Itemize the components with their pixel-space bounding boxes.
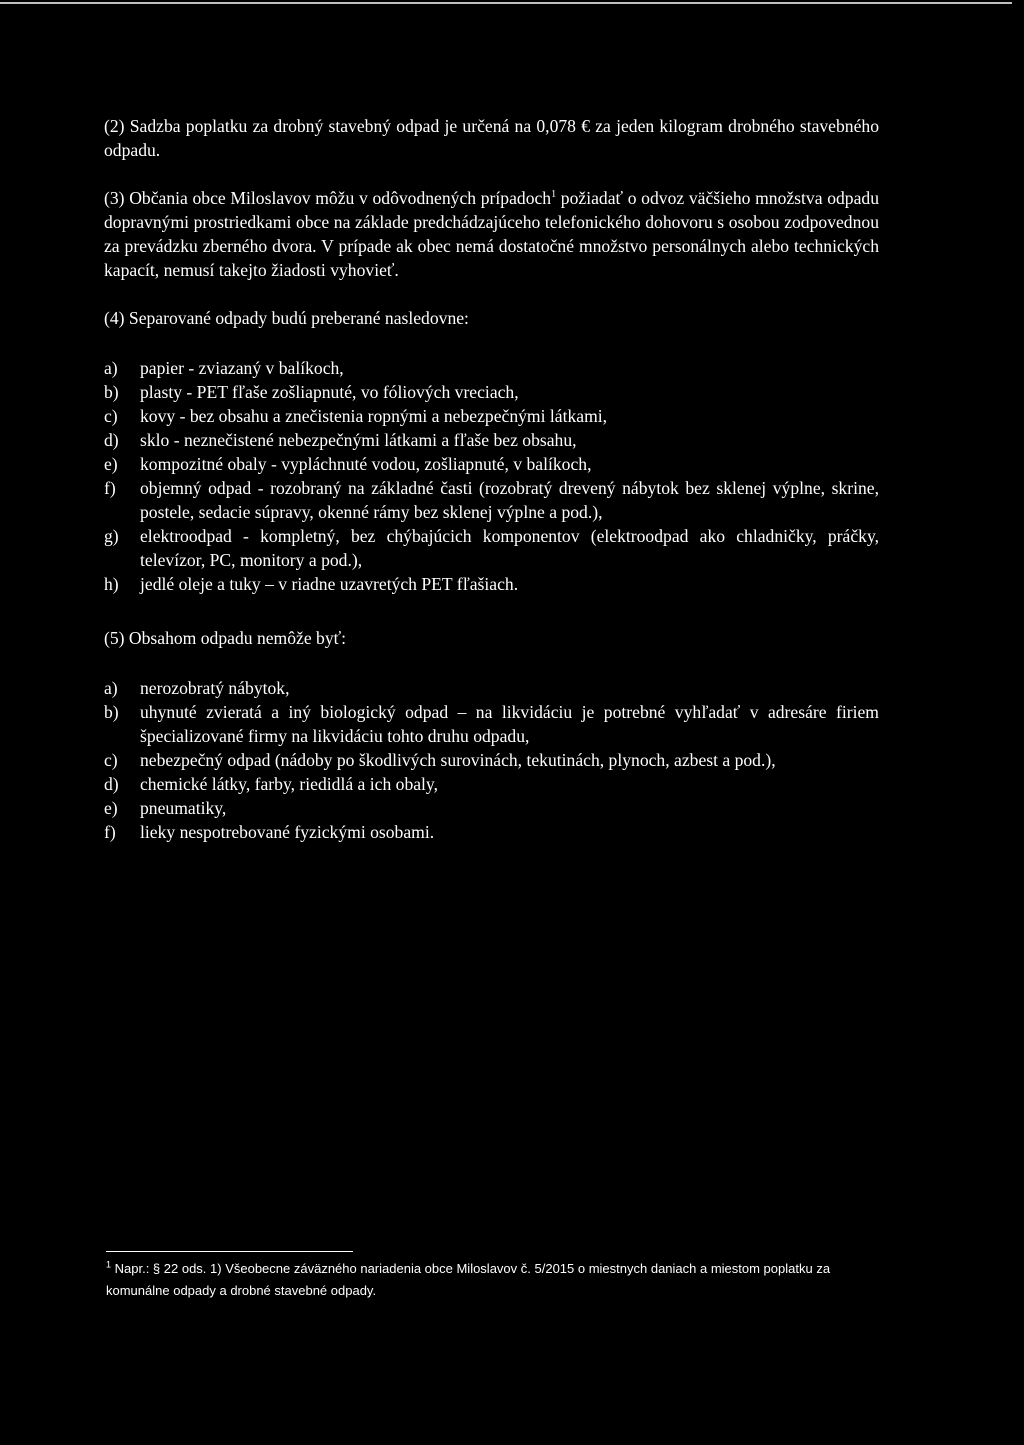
- list-marker: g): [104, 526, 119, 546]
- list-marker: d): [104, 774, 119, 794]
- list-item-text: kompozitné obaly - vypláchnuté vodou, zošliapnuté, v balíkoch,: [140, 454, 592, 474]
- footnote-reference[interactable]: 1: [551, 189, 557, 201]
- list-marker: f): [104, 822, 116, 842]
- footnote-separator: [106, 1251, 353, 1252]
- list-item-text: lieky nespotrebované fyzickými osobami.: [140, 822, 435, 842]
- list-item: [104, 356, 879, 380]
- list-item: [104, 700, 879, 748]
- list-item: [104, 820, 879, 844]
- forbidden-waste-list: [104, 676, 879, 844]
- paragraph-4-intro: (4) Separované odpady budú preberané nasledovne:: [104, 308, 469, 328]
- list-marker: f): [104, 478, 116, 498]
- list-marker: c): [104, 406, 118, 426]
- list-item: [104, 428, 879, 452]
- list-item-text: sklo - neznečistené nebezpečnými látkami a fľaše bez obsahu,: [140, 430, 577, 450]
- list-item-text: nebezpečný odpad (nádoby po škodlivých surovinách, tekutinách, plynoch, azbest a pod.),: [140, 750, 776, 770]
- document-body: [104, 114, 879, 874]
- list-item: [104, 524, 879, 572]
- paragraph-5-intro: (5) Obsahom odpadu nemôže byť:: [104, 628, 347, 648]
- list-item: [104, 380, 879, 404]
- footnote-text: Napr.: § 22 ods. 1) Všeobecne záväzného nariadenia obce Miloslavov č. 5/2015 o miestnych daniach a miestom poplatku za komunálne odpady a drobné stavebné odpady.: [106, 1261, 831, 1298]
- footnote-number: 1: [106, 1259, 112, 1270]
- list-marker: d): [104, 430, 119, 450]
- separated-waste-list: [104, 356, 879, 596]
- list-marker: b): [104, 382, 119, 402]
- list-item-text: objemný odpad - rozobraný na základné časti (rozobratý drevený nábytok bez sklenej výplne, skrine, postele, sedacie súpravy, okenné rámy bez sklenej výplne a pod.),: [140, 478, 879, 522]
- list-item: [104, 748, 879, 772]
- paragraph-3-text-start: (3) Občania obce Miloslavov môžu v odôvodnených prípadoch: [104, 188, 552, 208]
- list-item-text: nerozobratý nábytok,: [140, 678, 290, 698]
- paragraph-3-text-end: požiadať o odvoz väčšieho množstva odpadu dopravnými prostriedkami obce na základe predchádzajúceho telefonického dohovoru s osobou zodpovednou za prevádzku zberného dvora. V prípade ak obec nemá dostatočné množstvo personálnych alebo technických kapacít, nemusí takejto žiadosti vyhovieť.: [104, 188, 879, 280]
- list-item-text: papier - zviazaný v balíkoch,: [140, 358, 344, 378]
- list-marker: h): [104, 574, 119, 594]
- list-marker: a): [104, 358, 118, 378]
- list-item: [104, 772, 879, 796]
- list-marker: c): [104, 750, 118, 770]
- list-marker: b): [104, 702, 119, 722]
- list-item: [104, 452, 879, 476]
- list-item-text: uhynuté zvieratá a iný biologický odpad – na likvidáciu je potrebné vyhľadať v adresáre firiem špecializované firmy na likvidáciu tohto druhu odpadu,: [140, 702, 879, 746]
- list-item: [104, 676, 879, 700]
- list-item-text: plasty - PET fľaše zošliapnuté, vo fóliových vreciach,: [140, 382, 519, 402]
- list-item-text: jedlé oleje a tuky – v riadne uzavretých PET fľašiach.: [140, 574, 519, 594]
- list-marker: e): [104, 798, 118, 818]
- list-item-text: pneumatiky,: [140, 798, 227, 818]
- list-item-text: kovy - bez obsahu a znečistenia ropnými a nebezpečnými látkami,: [140, 406, 608, 426]
- list-marker: a): [104, 678, 118, 698]
- list-item-text: chemické látky, farby, riedidlá a ich obaly,: [140, 774, 438, 794]
- list-item-text: elektroodpad - kompletný, bez chýbajúcich komponentov (elektroodpad ako chladničky, práčky, televízor, PC, monitory a pod.),: [140, 526, 879, 570]
- list-item: [104, 796, 879, 820]
- paragraph-2: (2) Sadzba poplatku za drobný stavebný odpad je určená na 0,078 € za jeden kilogram drobného stavebného odpadu.: [104, 116, 879, 160]
- footnote: [106, 1258, 881, 1302]
- list-item: [104, 572, 879, 596]
- top-border-line: [0, 2, 1012, 4]
- list-item: [104, 476, 879, 524]
- paragraph-3: [104, 186, 879, 282]
- list-marker: e): [104, 454, 118, 474]
- list-item: [104, 404, 879, 428]
